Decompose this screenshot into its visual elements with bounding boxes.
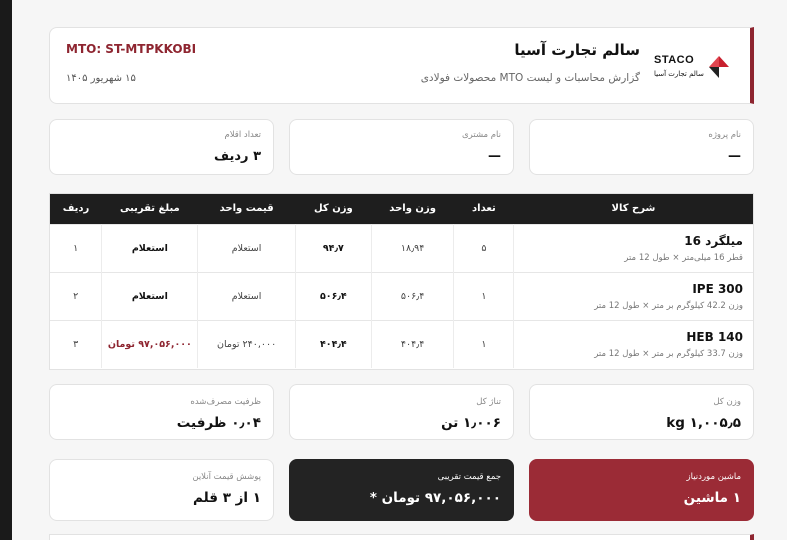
- unit-weight-cell: ۴۰۴٫۴: [371, 320, 454, 368]
- product-name: IPE 300: [692, 281, 743, 296]
- quantity-cell: ۱: [454, 272, 514, 320]
- col-row: ردیف: [62, 203, 90, 215]
- machine-value: ۱ ماشین: [683, 490, 741, 506]
- mto-table: [49, 193, 754, 370]
- tonnage-card: [289, 384, 514, 440]
- row-number-cell: ۲: [73, 290, 79, 302]
- project-name-label: نام پروژه: [708, 130, 741, 140]
- customer-name-card: [289, 119, 514, 175]
- product-cell: [514, 224, 753, 272]
- machine-label: ماشین موردنیاز: [686, 472, 741, 482]
- unit-weight-cell: ۱۸٫۹۴: [371, 224, 454, 272]
- company-logo: [654, 52, 730, 86]
- customer-name-value: —: [488, 149, 501, 164]
- amount-cell: ۹۷,۰۵۶,۰۰۰ تومان: [102, 320, 198, 368]
- report-date: ۱۵ شهریور ۱۴۰۵: [66, 73, 136, 84]
- total-price-label: جمع قیمت تقریبی: [437, 472, 501, 482]
- unit-price-cell: ۲۴۰,۰۰۰ تومان: [198, 320, 296, 368]
- online-price-value: ۱ از ۳ قلم: [193, 490, 261, 506]
- online-price-card: [49, 459, 274, 521]
- machine-card: [529, 459, 754, 521]
- product-cell: [514, 320, 753, 368]
- row-number-cell: ۳: [73, 338, 79, 350]
- online-price-label: پوشش قیمت آنلاین: [192, 472, 261, 482]
- unit-weight-cell: ۵۰۶٫۴: [371, 272, 454, 320]
- total-weight-value: kg ۱,۰۰۵٫۵: [666, 415, 741, 431]
- logo-subtext: سالم تجارت آسیا: [654, 70, 704, 78]
- product-spec: وزن 33.7 کیلوگرم بر متر × طول 12 متر: [594, 348, 743, 359]
- items-count-card: [49, 119, 274, 175]
- next-section-edge: [49, 534, 754, 540]
- unit-price-cell: استعلام: [198, 224, 296, 272]
- quantity-cell: ۵: [454, 224, 514, 272]
- product-name: HEB 140: [686, 329, 743, 344]
- table-row: [50, 320, 753, 368]
- customer-name-label: نام مشتری: [462, 130, 501, 140]
- total-weight-card: [529, 384, 754, 440]
- items-count-value: ۳ ردیف: [214, 149, 261, 164]
- tonnage-value: ۱٫۰۰۶ تن: [441, 415, 501, 431]
- col-quantity: تعداد: [472, 203, 496, 215]
- mto-code: MTO: ST-MTPKKOBI: [66, 42, 197, 56]
- col-unit-price: قیمت واحد: [219, 203, 274, 215]
- report-page: [12, 0, 787, 540]
- tonnage-label: تناژ کل: [476, 397, 501, 407]
- product-spec: وزن 42.2 کیلوگرم بر متر × طول 12 متر: [594, 300, 743, 311]
- amount-cell: استعلام: [102, 224, 198, 272]
- project-name-card: [529, 119, 754, 175]
- col-unit-weight: وزن واحد: [389, 203, 436, 215]
- capacity-card: [49, 384, 274, 440]
- product-name: میلگرد 16: [684, 233, 743, 248]
- product-spec: قطر 16 میلی‌متر × طول 12 متر: [624, 252, 743, 263]
- capacity-value: ۰٫۰۴ ظرفیت: [176, 415, 261, 431]
- total-weight-label: وزن کل: [713, 397, 741, 407]
- col-amount: مبلغ تقریبی: [119, 203, 180, 215]
- total-weight-cell: ۵۰۶٫۴: [295, 272, 371, 320]
- capacity-label: ظرفیت مصرف‌شده: [190, 397, 261, 407]
- company-name: سالم تجارت آسیا: [514, 41, 640, 59]
- table-row: [50, 224, 753, 272]
- total-weight-cell: ۴۰۴٫۴: [295, 320, 371, 368]
- product-cell: [514, 272, 753, 320]
- project-name-value: —: [728, 149, 741, 164]
- items-count-label: تعداد اقلام: [224, 130, 261, 140]
- table-header-row: [50, 194, 753, 224]
- unit-price-cell: استعلام: [198, 272, 296, 320]
- report-header: [49, 27, 754, 104]
- table-row: [50, 272, 753, 320]
- total-weight-cell: ۹۴٫۷: [295, 224, 371, 272]
- amount-cell: استعلام: [102, 272, 198, 320]
- logo-mark-icon: [708, 54, 730, 80]
- total-price-card: [289, 459, 514, 521]
- quantity-cell: ۱: [454, 320, 514, 368]
- total-price-value: ۹۷,۰۵۶,۰۰۰ تومان *: [369, 490, 501, 506]
- col-description: شرح کالا: [611, 203, 656, 215]
- logo-text: STACO: [654, 54, 695, 66]
- report-subtitle: گزارش محاسبات و لیست MTO محصولات فولادی: [420, 72, 640, 84]
- col-total-weight: وزن کل: [313, 203, 353, 215]
- row-number-cell: ۱: [73, 242, 79, 254]
